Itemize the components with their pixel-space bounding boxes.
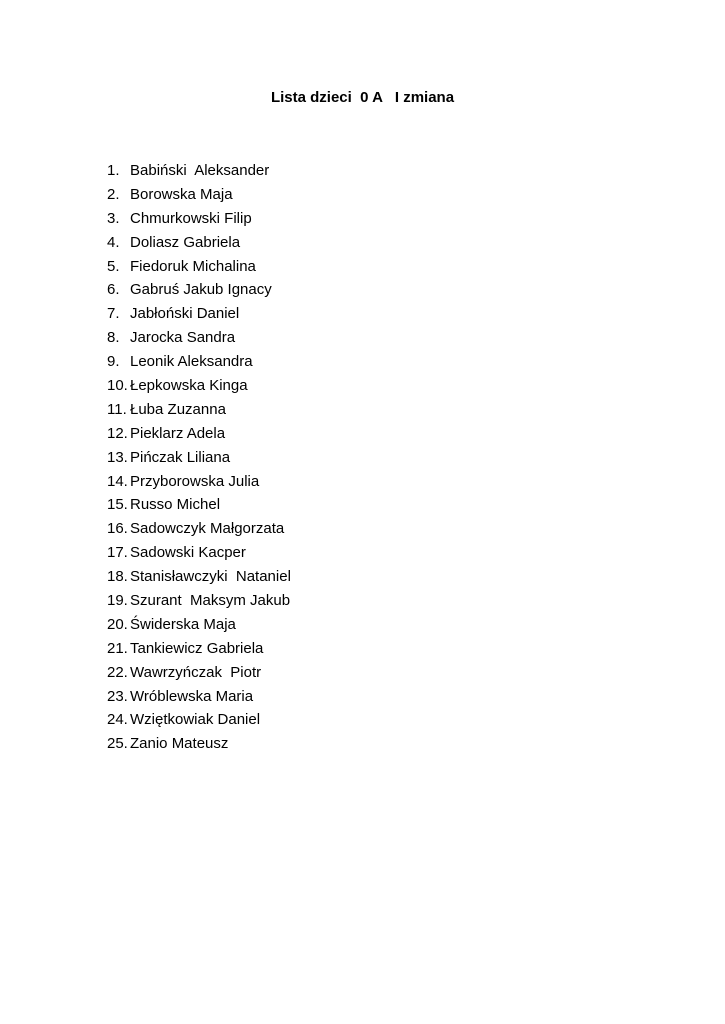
list-item-number: 22. — [107, 663, 128, 681]
list-item-number: 23. — [107, 687, 128, 705]
list-item — [107, 565, 291, 589]
list-item-number: 19. — [107, 592, 128, 610]
list-item — [107, 470, 291, 494]
list-item-number: 17. — [107, 544, 128, 562]
list-item — [107, 278, 291, 302]
list-item-name: Doliasz Gabriela — [130, 233, 241, 251]
list-item-number: 3. — [107, 209, 120, 227]
list-item-name: Jabłoński Daniel — [130, 305, 240, 323]
list-item — [107, 183, 291, 207]
list-item-name: Fiedoruk Michalina — [130, 257, 256, 275]
list-item-number: 21. — [107, 639, 128, 657]
list-item — [107, 661, 291, 685]
list-item-name: Wziętkowiak Daniel — [130, 711, 261, 729]
list-item — [107, 613, 291, 637]
list-item — [107, 159, 291, 183]
list-item-number: 10. — [107, 377, 128, 395]
list-item-number: 14. — [107, 472, 128, 490]
list-item-name: Sadowczyk Małgorzata — [130, 520, 285, 538]
list-item-number: 4. — [107, 233, 120, 251]
list-item — [107, 207, 291, 231]
list-item-number: 24. — [107, 711, 128, 729]
list-item-name: Szurant Maksym Jakub — [130, 592, 291, 610]
list-item-number: 25. — [107, 735, 128, 753]
list-item — [107, 493, 291, 517]
list-item-number: 7. — [107, 305, 120, 323]
list-item-name: Pińczak Liliana — [130, 448, 231, 466]
list-item-number: 5. — [107, 257, 120, 275]
children-list — [107, 159, 291, 756]
list-item-name: Gabruś Jakub Ignacy — [130, 281, 272, 299]
list-item — [107, 637, 291, 661]
list-item-number: 2. — [107, 185, 120, 203]
list-item — [107, 422, 291, 446]
list-item-number: 16. — [107, 520, 128, 538]
list-item-number: 13. — [107, 448, 128, 466]
list-item — [107, 446, 291, 470]
list-item-name: Leonik Aleksandra — [130, 353, 253, 371]
document-title: Lista dzieci 0 A I zmiana — [270, 89, 455, 106]
list-item — [107, 708, 291, 732]
list-item-name: Sadowski Kacper — [130, 544, 246, 562]
list-item-number: 9. — [107, 353, 120, 371]
list-item-name: Tankiewicz Gabriela — [130, 639, 264, 657]
list-item — [107, 398, 291, 422]
list-item-number: 15. — [107, 496, 128, 514]
list-item-number: 1. — [107, 162, 120, 179]
list-item — [107, 255, 291, 279]
list-item-name: Przyborowska Julia — [130, 472, 260, 490]
list-item — [107, 326, 291, 350]
list-item-name: Zanio Mateusz — [130, 735, 229, 753]
list-item-name: Świderska Maja — [130, 615, 236, 633]
list-item-name: Jarocka Sandra — [130, 329, 236, 347]
list-item-number: 8. — [107, 329, 120, 347]
list-item-name: Łepkowska Kinga — [130, 377, 248, 395]
list-item-number: 18. — [107, 568, 128, 586]
list-item-name: Borowska Maja — [130, 185, 233, 203]
list-item-name: Łuba Zuzanna — [130, 400, 226, 418]
list-item-name: Pieklarz Adela — [130, 424, 226, 442]
list-item — [107, 589, 291, 613]
list-item-number: 20. — [107, 615, 128, 633]
list-item-number: 11. — [107, 400, 127, 418]
list-item-name: Russo Michel — [130, 496, 221, 514]
list-item — [107, 302, 291, 326]
list-item — [107, 685, 291, 709]
list-item — [107, 350, 291, 374]
list-item — [107, 732, 291, 756]
list-item-name: Chmurkowski Filip — [130, 209, 252, 227]
list-item — [107, 374, 291, 398]
list-item — [107, 231, 291, 255]
list-item-number: 12. — [107, 424, 128, 442]
list-item-number: 6. — [107, 281, 120, 299]
list-item — [107, 541, 291, 565]
list-item — [107, 517, 291, 541]
list-item-name: Babiński Aleksander — [130, 162, 270, 179]
list-item-name: Wróblewska Maria — [130, 687, 254, 705]
list-item-name: Stanisławczyki Nataniel — [130, 568, 291, 586]
list-item-name: Wawrzyńczak Piotr — [130, 663, 262, 681]
